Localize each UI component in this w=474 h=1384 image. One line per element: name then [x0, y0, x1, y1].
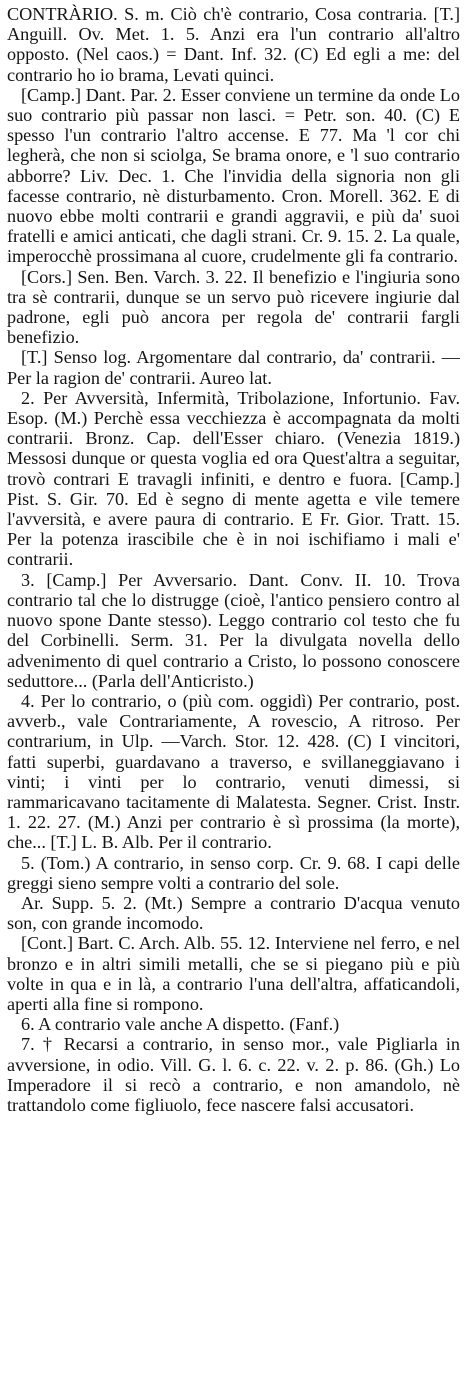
entry-citations-paragraph: Ar. Supp. 5. 2. (Mt.) Sempre a contrario D'acqua venuto son, con grande incomodo. — [7, 892, 460, 934]
entry-sense-7: 7. † Recarsi a contrario, in senso mor., vale Pigliarla in avversione, in odio. Vill. G. l. 6. c. 22. v. 2. p. 86. (Gh.) Lo Imperadore il si recò a contrario, e non amandolo, nè trattandolo come figliuolo, fece nascere falsi accusatori. — [7, 1034, 460, 1115]
entry-sense-5: 5. (Tom.) A contrario, in senso corp. Cr. 9. 68. I capi delle greggi sieno sempre volti a contrario del sole. — [7, 852, 460, 893]
entry-citations-paragraph: [Cors.] Sen. Ben. Varch. 3. 22. Il benefizio e l'ingiuria sono tra sè contrarii, dunque se un servo può ricevere ingiurie dal padrone, egli può ancora per regola de' contrarii fargli benefizio. — [7, 266, 460, 348]
entry-citations-paragraph: [Camp.] Dant. Par. 2. Esser conviene un termine da onde Lo suo contrario più passar non lasci. = Petr. son. 40. (C) E spesso l'un contrario l'altro accense. E 77. Ma 'l cor chi legherà, che non si sciolga, Se brama onore, e 'l suo contrario abborre? Liv. Dec. 1. Che l'invidia della signoria non gli facesse contrario, nè disturbamento. Cron. Morell. 362. E di nuovo ebbe molti contrarii e grandi aggravii, e più da' suoi fratelli e amici anticati, che dagli strani. Cr. 9. 15. 2. La quale, imperocchè prossimana al cuore, crudelmente gli fa contrario. — [7, 84, 460, 267]
entry-sense-4: 4. Per lo contrario, o (più com. oggidì) Per contrario, post. avverb., vale Contrariamente, A rovescio, A ritroso. Per contrarium, in Ulp. —Varch. Stor. 12. 428. (C) I vincitori, fatti superbi, guardavano a traverso, e svillaneggiavano i vinti; i vinti per lo contrario, venuti dimessi, si rammaricavano tacitamente di Malatesta. Segner. Crist. Instr. 1. 22. 27. (M.) Anzi per contrario è sì prossima (la morte), che... [T.] L. B. Alb. Per il contrario. — [7, 690, 460, 853]
entry-sense-2: 2. Per Avversità, Infermità, Tribolazione, Infortunio. Fav. Esop. (M.) Perchè essa vecchiezza è accompagnata da molti contrarii. Bronz. Cap. dell'Esser chiaro. (Venezia 1819.) Messosi dunque or questa voglia ed ora Quest'altra a seguitar, trovò contrari E travagli infiniti, e dentro e fuora. [Camp.] Pist. S. Gir. 70. Ed è segno di mente agetta e vile temere l'avversità, e avere paura di contrario. E Fr. Gior. Tratt. 15. Per la potenza irascibile che è in noi ischifiamo i mali e' contrarii. — [7, 387, 460, 570]
entry-sense-6: 6. A contrario vale anche A dispetto. (Fanf.) — [21, 1014, 340, 1035]
entry-definition: CONTRÀRIO. S. m. Ciò ch'è contrario, Cosa contraria. [T.] Anguill. Ov. Met. 1. 5. Anzi era l'un contrario all'altro opposto. (Nel caos.) = Dant. Inf. 32. (C) Ed egli a me: del contrario ho io brama, Levati quinci. — [7, 4, 460, 85]
entry-sense-3: 3. [Camp.] Per Avversario. Dant. Conv. II. 10. Trova contrario tal che lo distrugge (cioè, l'antico pensiero contro al nuovo spone Dante stesso). Leggo contrario col testo che fu del Corbinelli. Serm. 31. Per la divulgata novella dello advenimento di quel contrario a Cristo, lo possono conoscere seduttore... (Parla dell'Anticristo.) — [7, 569, 460, 691]
entry-sense-paragraph: [T.] Senso log. Argomentare dal contrario, da' contrarii. — Per la ragion de' contrarii. Aureo lat. — [7, 347, 460, 388]
entry-citations-paragraph: [Cont.] Bart. C. Arch. Alb. 55. 12. Interviene nel ferro, e nel bronzo e in altri simili metalli, che se si piegano più e più volte in qua e in là, a contrario l'una dell'altra, affaticandoli, aperti alla fine si rompono. — [7, 933, 460, 1014]
